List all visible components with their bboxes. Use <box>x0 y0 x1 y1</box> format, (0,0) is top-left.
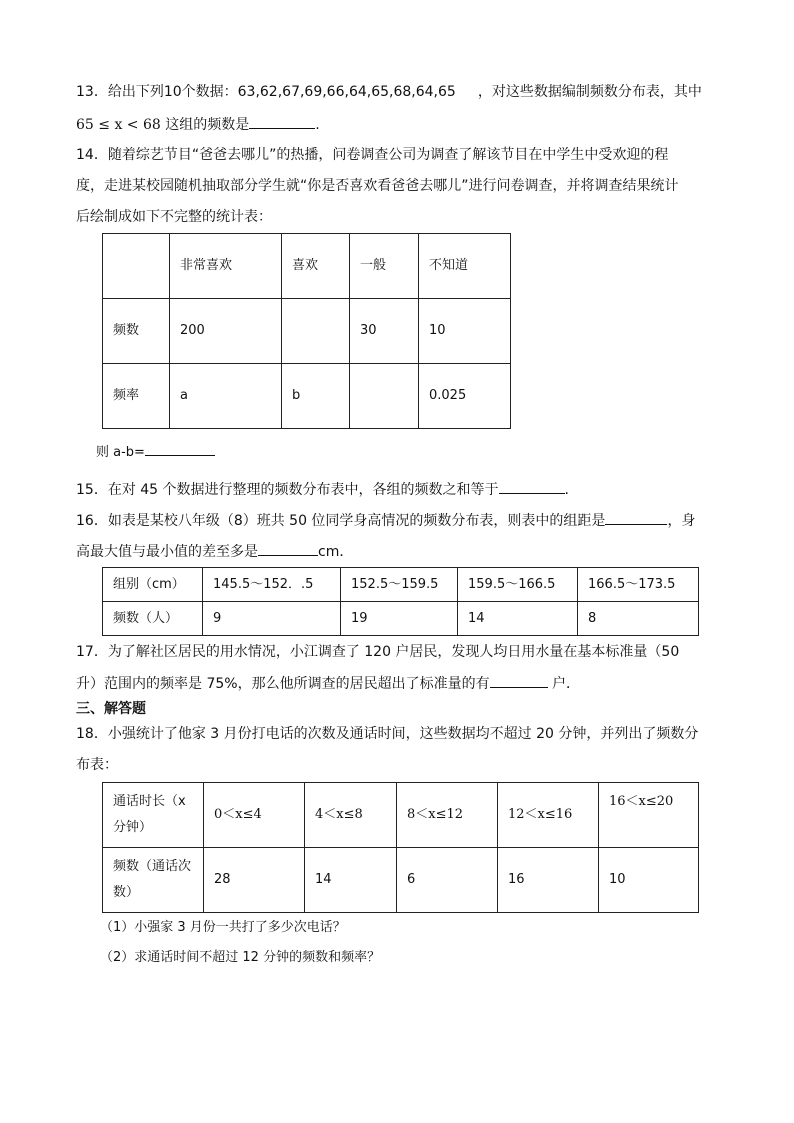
q16-text1-end: ，身 <box>667 513 696 529</box>
q14-header-cell: 非常喜欢 <box>170 234 282 299</box>
q18-sub2: （2）求通话时间不超过 12 分钟的频数和频率？ <box>100 950 381 965</box>
q14-header-cell: 不知道 <box>419 234 511 299</box>
q18-line1: 18．小强统计了他家 3 月份打电话的次数及通话时间，这些数据均不超过 20 分钟，并列出了频数分 <box>76 726 699 742</box>
section-title: 三、解答题 <box>76 701 146 717</box>
q18-table-header-row <box>103 783 699 848</box>
table-row <box>103 602 699 636</box>
q18-sub1: （1）小强家 3 月份一共打了多少次电话？ <box>100 920 346 935</box>
q16-text1: 16．如表是某校八年级（8）班共 50 位同学身高情况的频数分布表，则表中的组距是 <box>76 513 606 529</box>
q18-header-label <box>103 783 204 848</box>
q16-unit: cm． <box>318 544 354 560</box>
table-row <box>103 848 699 913</box>
q14-stat-table <box>102 233 511 429</box>
q13-inequality: 65 ≤ x < 68 <box>76 117 161 133</box>
q18-cell: 14 <box>305 848 397 913</box>
q14-cell: a <box>170 364 282 429</box>
q13-line2 <box>76 114 320 134</box>
q18-header-label-line2: 分钟） <box>113 820 153 835</box>
q17-line2 <box>76 673 580 693</box>
q14-row-label: 频率 <box>103 364 170 429</box>
q14-cell: 10 <box>419 299 511 364</box>
q14-row-label: 频数 <box>103 299 170 364</box>
q16-cell: 9 <box>203 602 341 636</box>
q16-text2: 高最大值与最小值的差至多是 <box>76 544 258 560</box>
q15-text: 15．在对 45 个数据进行整理的频数分布表中，各组的频数之和等于 <box>76 482 499 498</box>
q14-header-cell: 喜欢 <box>282 234 350 299</box>
q14-line2: 度，走进某校园随机抽取部分学生就“你是否喜欢看爸爸去哪儿”进行问卷调查，并将调查结果统计 <box>76 178 679 194</box>
q14-answer-blank[interactable] <box>145 441 215 456</box>
q18-row-label-line1: 频数（通话次 <box>113 859 192 874</box>
q18-line2: 布表： <box>76 757 118 773</box>
q14-header-cell <box>103 234 170 299</box>
q13-period: . <box>315 117 320 133</box>
q16-range-blank[interactable] <box>258 541 318 556</box>
q13-instruction-text: ，对这些数据编制频数分布表，其中 <box>477 84 702 100</box>
q17-line1: 17．为了解社区居民的用水情况，小江调查了 120 户居民，发现人均日用水量在基本标准量（50 <box>76 644 680 660</box>
table-row <box>103 299 511 364</box>
q16-row-label: 频数（人） <box>103 602 203 636</box>
q13-line1 <box>76 82 702 102</box>
q16-header-cell: 组别（cm） <box>103 568 203 602</box>
q14-cell: 200 <box>170 299 282 364</box>
q16-table-header-row <box>103 568 699 602</box>
q14-cell: 30 <box>350 299 419 364</box>
q16-line1 <box>76 510 695 530</box>
q14-answer-line <box>96 441 215 461</box>
q18-cell: 28 <box>204 848 305 913</box>
q18-frequency-table <box>102 782 699 913</box>
q14-cell: 0.025 <box>419 364 511 429</box>
table-row <box>103 364 511 429</box>
q18-header-label-line1: 通话时长（x <box>113 794 186 809</box>
q18-row-label-line2: 数） <box>113 885 140 900</box>
q14-line3: 后绘制成如下不完整的统计表： <box>76 209 272 225</box>
q18-cell: 10 <box>599 848 699 913</box>
q15-period: . <box>564 482 569 498</box>
q18-cell: 16 <box>498 848 599 913</box>
q17-answer-blank[interactable] <box>490 673 548 688</box>
q14-cell <box>350 364 419 429</box>
q18-header-cell: 4＜x≤8 <box>305 783 397 848</box>
q16-frequency-table <box>102 567 699 636</box>
q16-line2 <box>76 541 353 561</box>
q18-header-cell: 8＜x≤12 <box>397 783 498 848</box>
q17-text2: 升）范围内的频率是 75%，那么他所调查的居民超出了标准量的有 <box>76 676 490 692</box>
q14-cell: b <box>282 364 350 429</box>
q16-interval-blank[interactable] <box>605 510 667 525</box>
q14-answer-prefix: 则 a-b= <box>96 445 145 460</box>
q13-answer-blank[interactable] <box>249 114 315 129</box>
q18-header-cell: 16＜x≤20 <box>599 783 699 848</box>
q14-table-header-row <box>103 234 511 299</box>
q16-cell: 8 <box>578 602 699 636</box>
q18-header-cell: 12＜x≤16 <box>498 783 599 848</box>
q13-question-text: 这组的频数是 <box>160 117 250 133</box>
q16-header-cell: 152.5～159.5 <box>341 568 458 602</box>
q18-cell: 6 <box>397 848 498 913</box>
q16-cell: 19 <box>341 602 458 636</box>
q16-header-cell: 145.5～152．.5 <box>203 568 341 602</box>
q16-cell: 14 <box>458 602 578 636</box>
q14-header-cell: 一般 <box>350 234 419 299</box>
q13-data-text: 13．给出下列10个数据：63,62,67,69,66,64,65,68,64,65 <box>76 84 456 100</box>
q15-answer-blank[interactable] <box>499 479 565 494</box>
q14-cell <box>282 299 350 364</box>
q18-row-label <box>103 848 204 913</box>
q16-header-cell: 159.5～166.5 <box>458 568 578 602</box>
q15-line <box>76 479 569 499</box>
q16-header-cell: 166.5～173.5 <box>578 568 699 602</box>
q18-header-cell: 0＜x≤4 <box>204 783 305 848</box>
q14-line1: 14．随着综艺节目“爸爸去哪儿”的热播，问卷调查公司为调查了解该节目在中学生中受欢迎的程 <box>76 147 669 163</box>
q17-unit: 户． <box>547 676 581 692</box>
